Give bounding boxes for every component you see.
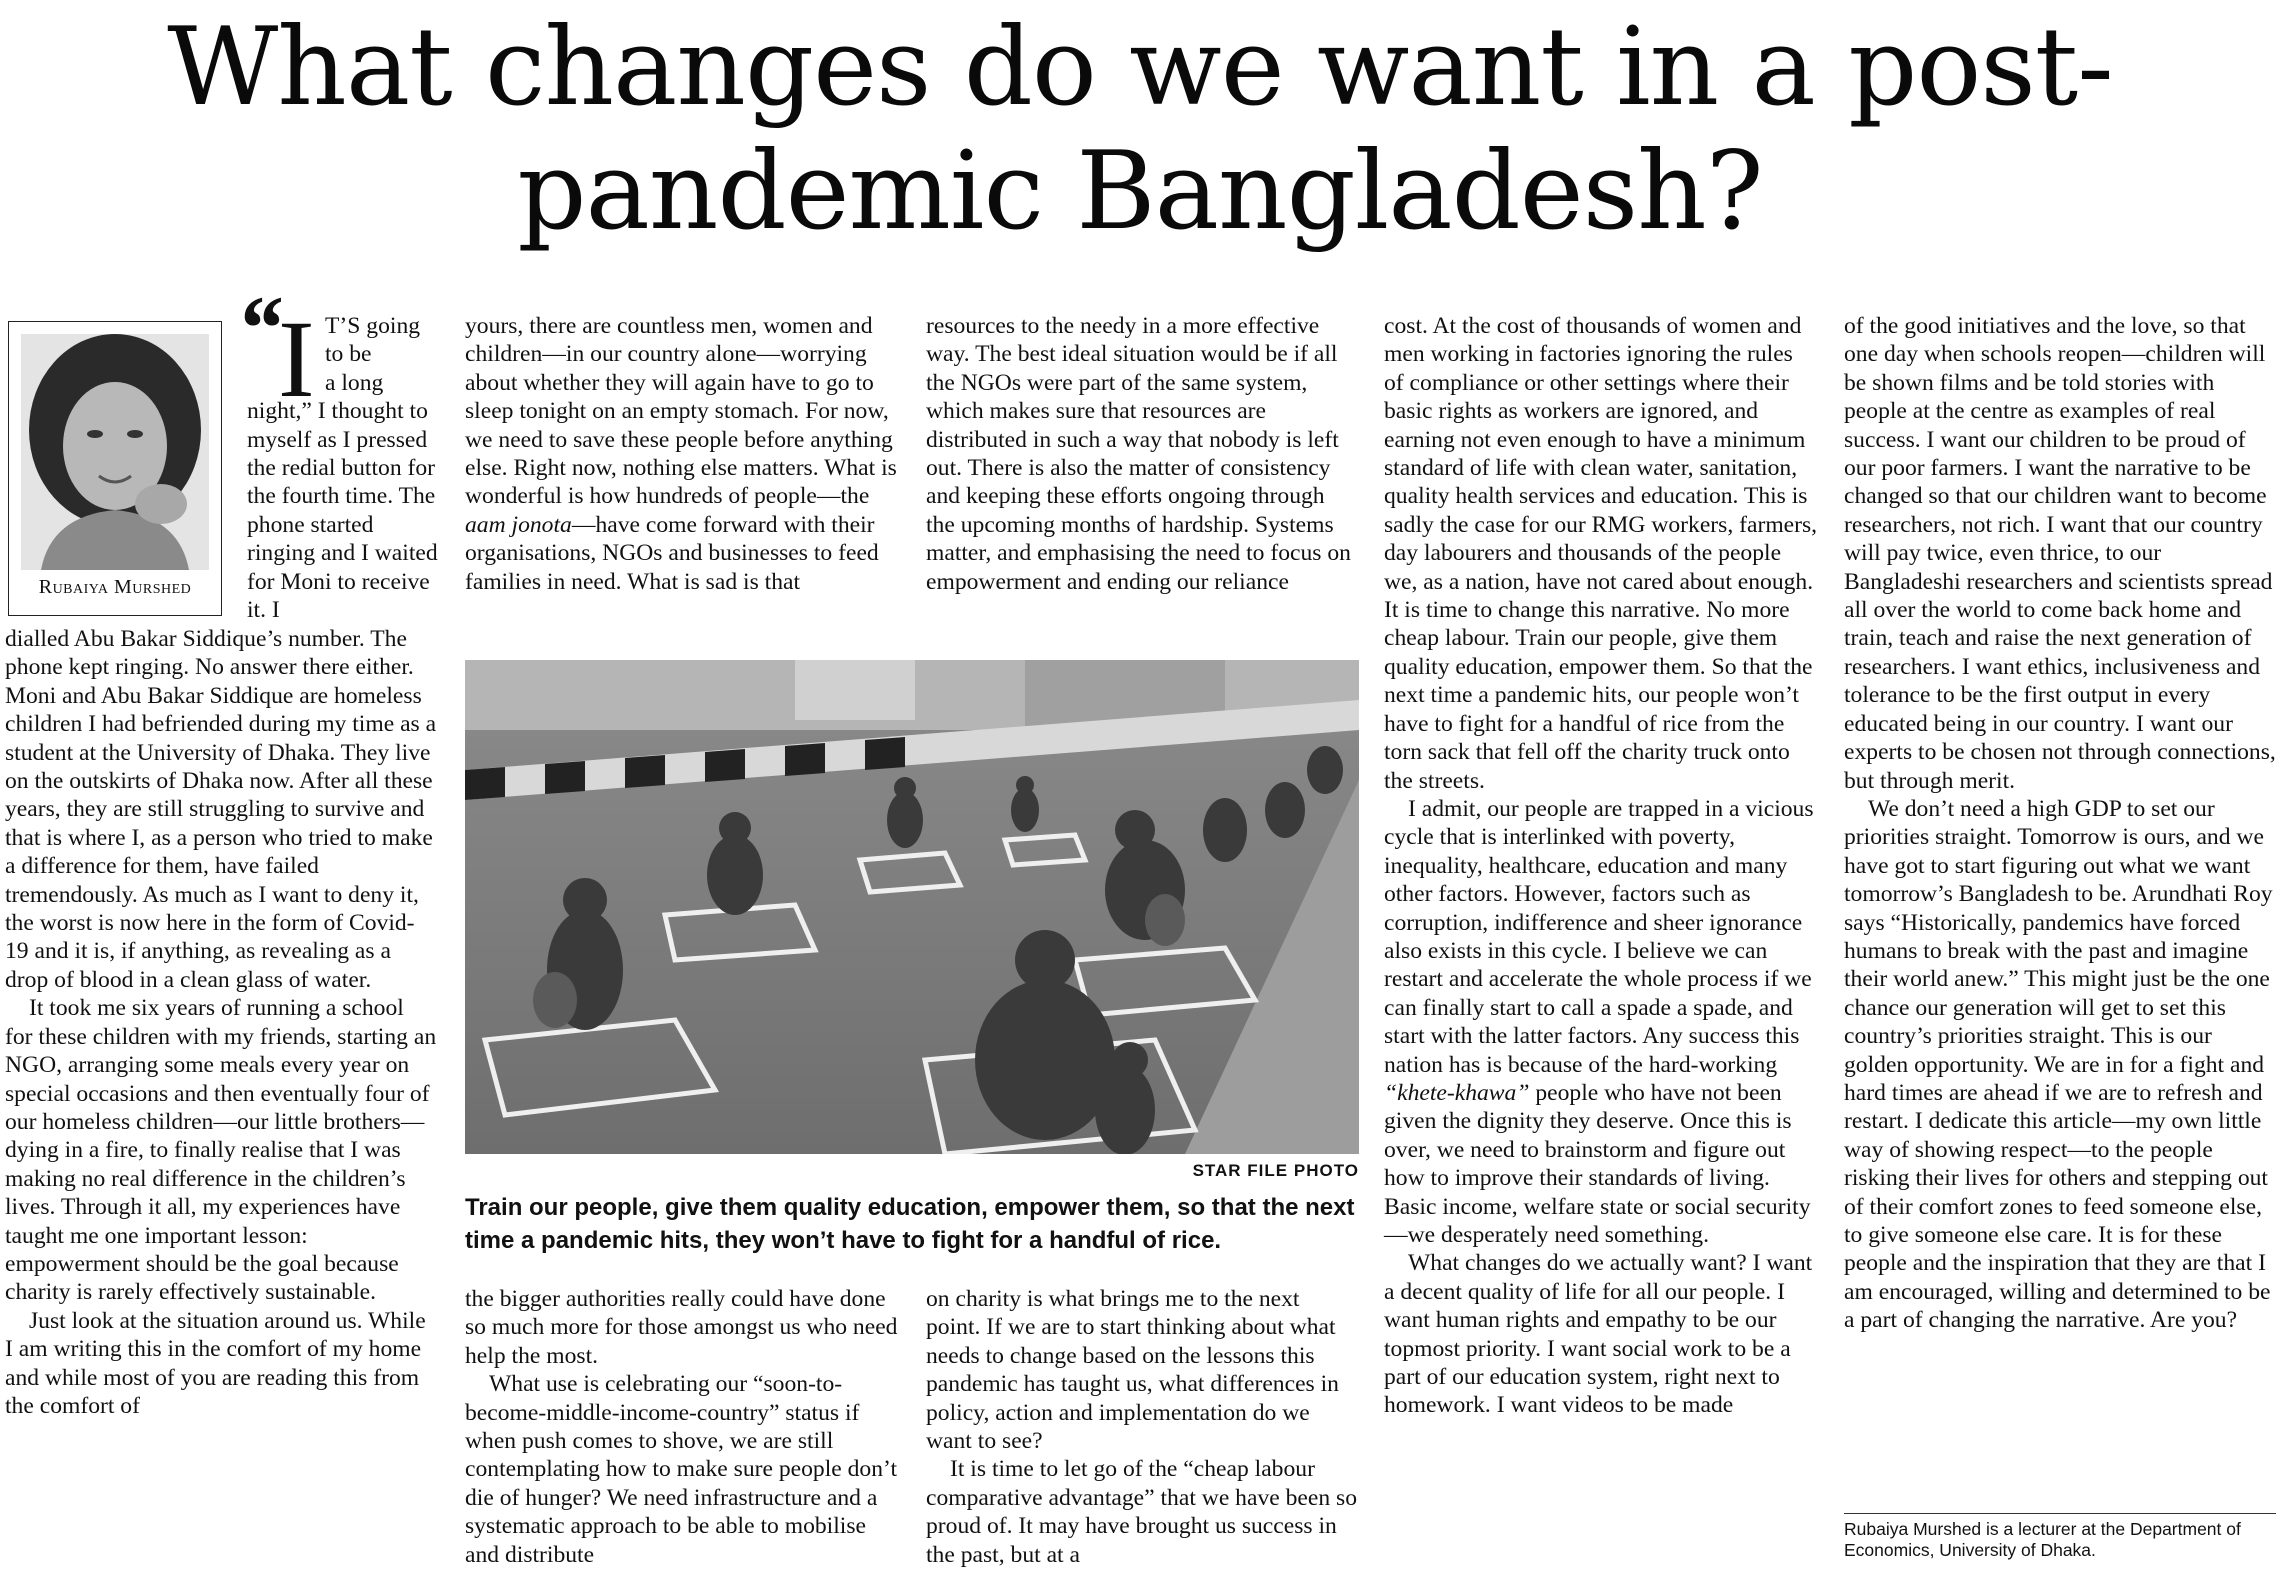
col1-line-1: T’S going (325, 313, 421, 339)
column-1-top (247, 312, 439, 624)
column-2-top (465, 312, 903, 596)
column-5 (1844, 312, 2276, 1335)
paragraph: cost. At the cost of thousands of women and men working in factories ignoring the rules of compliance or other settings where their basic rights as workers are ignored, and earning not even enough to have a minimum standard of life with clean water, sanitation, quality health services and education. This is sadly the case for our RMG workers, farmers, day labourers and thousands of the people we, as a nation, have not cared about enough. It is time to change this narrative. No more cheap labour. Train our people, give them quality education, empower them. So that the next time a pandemic hits, our people won’t have to fight for a handful of rice from the torn sack that fell off the charity truck onto the streets. (1384, 313, 1818, 794)
author-portrait-image (21, 334, 209, 570)
col1-line-2: to be (325, 341, 372, 368)
paragraph: of the good initiatives and the love, so that one day when schools reopen—children will be shown films and be told stories with people at the centre as examples of real success. I want our children to be proud of our poor farmers. I want the narrative to be changed so that our children want to become researchers, not rich. I want that our country will pay twice, even thrice, to our Bangladeshi researchers and scientists spread all over the world to come back home and train, teach and raise the next generation of researchers. I want ethics, inclusiveness and tolerance to be the first output in every educated being in our country. I want our experts to be chosen not through connections, but through merit. (1844, 313, 2276, 794)
paragraph: on charity is what brings me to the next point. If we are to start thinking about what needs to change based on the lessons this pandemic has taught us, what differences in policy, action and implementation do we want to see? (926, 1286, 1339, 1455)
paragraph: dialled Abu Bakar Siddique’s number. The phone kept ringing. No answer there either. Moni and Abu Bakar Siddique are homeless children I had befriended during my time as a student at the University of Dhaka. They live on the outskirts of Dhaka now. After all these years, they are still struggling to survive and that is where I, as a person who tried to make a difference for them, have failed tremendously. As much as I want to deny it, the worst is now here in the form of Covid-19 and it is, if anything, as revealing as a drop of blood in a clean glass of water. (5, 626, 437, 993)
author-bio: Rubaiya Murshed is a lecturer at the Department of Economics, University of Dhaka. (1844, 1519, 2241, 1560)
street-photo-image (465, 660, 1359, 1154)
paragraph: the bigger authorities really could have done so much more for those amongst us who need help the most. (465, 1286, 898, 1369)
text-run: people who have not been given the dignity they deserve. Once this is over, we need to brainstorm and figure out how to improve their standards of living. Basic income, welfare state or social security—we desperately need something. (1384, 1079, 1811, 1248)
italic-term: “khete-khawa” (1384, 1079, 1530, 1106)
author-photo (21, 334, 209, 570)
text-run: yours, there are countless men, women and children—in our country alone—worrying about whether they will again have to go to sleep tonight on an empty stomach. For now, we need to save these people before anything else. Right now, nothing else matters. What is wonderful is how hundreds of people—the (465, 313, 897, 510)
column-3-top (926, 312, 1358, 596)
column-4 (1384, 312, 1818, 1420)
author-byline: Rubaiya Murshed (38, 576, 192, 598)
col1-line-3: a long (325, 369, 384, 396)
dropcap-quote: “ (236, 277, 282, 379)
column-3-bottom (926, 1285, 1358, 1569)
paragraph: It took me six years of running a school for these children with my friends, starting an NGO, arranging some meals every year on special occasions and then eventually four of our homeless children—our little brothers—dying in a fire, to finally realise that I was making no real difference in the children’s lives. Through it all, my experiences have taught me one important lesson: empowerment should be the goal because charity is rarely effectively sustainable. (5, 995, 437, 1306)
col1-line-4: night,” I thought to myself as I pressed the redial button for the fourth time. The phone started ringing and I waited for Moni to receive it. I (247, 398, 438, 624)
author-box (8, 321, 222, 616)
photo-caption: Train our people, give them quality education, empower them, so that the next time a pandemic hits, they won’t have to fight for a handful of rice. (465, 1194, 1355, 1254)
text-run: —have come forward with their organisations, NGOs and businesses to feed families in need. What is sad is that (465, 511, 879, 595)
paragraph: What changes do we actually want? I want a decent quality of life for all our people. I want human rights and empathy to be our topmost priority. I want social work to be a part of our education system, right next to homework. I want videos to be made (1384, 1250, 1813, 1419)
photo-credit: STAR FILE PHOTO (1192, 1161, 1359, 1180)
bio-divider (1844, 1513, 2276, 1514)
dropcap-letter: I (278, 298, 315, 420)
street-photo (465, 660, 1359, 1154)
paragraph (465, 312, 903, 596)
paragraph: What use is celebrating our “soon-to-become-middle-income-country” status if when push comes to shove, we are still contemplating how to make sure people don’t die of hunger? We need infrastructure and a systematic approach to be able to mobilise and distribute (465, 1371, 898, 1568)
text-run: I admit, our people are trapped in a vicious cycle that is interlinked with poverty, inequality, healthcare, education and many other factors. However, factors such as corruption, indifference and sheer ignorance also exists in this cycle. I believe we can restart and accelerate the whole process if we can finally start to call a spade a spade, and start with the latter factors. Any success this nation has is because of the hard-working (1384, 795, 1814, 1078)
column-2-bottom (465, 1285, 903, 1569)
paragraph: resources to the needy in a more effective way. The best ideal situation would be if all the NGOs were part of the same system, which makes sure that resources are distributed in such a way that nobody is left out. There is also the matter of consistency and keeping these efforts ongoing through the upcoming months of hardship. Systems matter, and emphasising the need to focus on empowerment and ending our reliance (926, 313, 1351, 595)
paragraph: Just look at the situation around us. While I am writing this in the comfort of my home and while most of you are reading this from the comfort of (5, 1307, 426, 1419)
paragraph (1384, 795, 1818, 1250)
headline: What changes do we want in a post-pandemic Bangladesh? (167, 5, 2113, 254)
paragraph: It is time to let go of the “cheap labour comparative advantage” that we have been so proud of. It may have brought us success in the past, but at a (926, 1456, 1358, 1568)
italic-term: aam jonota (465, 511, 572, 538)
column-1-bottom (5, 625, 437, 1420)
paragraph: We don’t need a high GDP to set our priorities straight. Tomorrow is ours, and we have got to start figuring out what we want tomorrow’s Bangladesh to be. Arundhati Roy says “Historically, pandemics have forced humans to break with the past and imagine their world anew.” This might just be the one chance our generation will get to set this country’s priorities straight. This is our golden opportunity. We are in for a fight and hard times are ahead if we are to refresh and restart. I dedicate this article—my own little way of showing respect—to the people risking their lives for others and stepping out of their comfort zones to feed someone else, to give someone else care. It is for these people and the inspiration that they are that I am encouraged, willing and determined to be a part of changing the narrative. Are you? (1844, 795, 2273, 1334)
